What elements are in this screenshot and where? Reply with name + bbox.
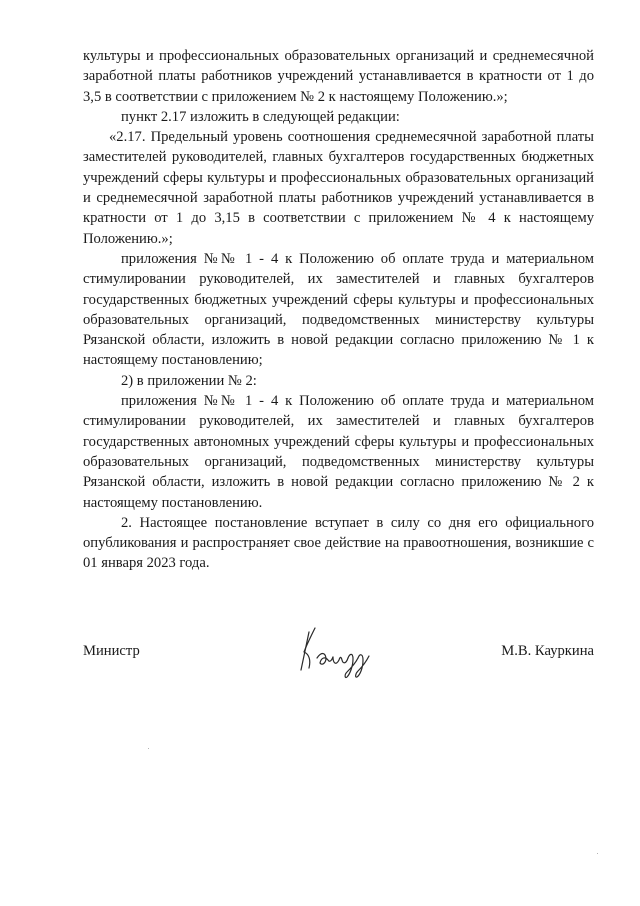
scan-speck — [148, 748, 149, 749]
signatory-name: М.В. Кауркина — [501, 643, 594, 659]
paragraph-item-2-17-intro: пункт 2.17 изложить в следующей редакции: — [121, 108, 400, 125]
signature-block — [83, 622, 594, 682]
signatory-position: Министр — [83, 643, 140, 659]
document-body — [83, 46, 594, 574]
handwritten-signature — [295, 622, 385, 680]
paragraph-appendix-2-heading: 2) в приложении № 2: — [121, 372, 257, 389]
paragraph-appendices-1: приложения №№ 1 - 4 к Положению об оплате труда и материальном стимулировании руководителей, их заместителей и главных бухгалтеров государственных бюджетных учреждений сферы культуры и профессиональных образовательных организаций, подведомственных министерству культуры Рязанской области, изложить в новой редакции согласно приложению № 1 к настоящему постановлению; — [83, 250, 594, 369]
paragraph-item-2-17: «2.17. Предельный уровень соотношения среднемесячной заработной платы заместителей руководителей, главных бухгалтеров государственных бюджетных учреждений сферы культуры и профессиональных образовательных организаций и среднемесячной заработной платы работников учреждений устанавливается в кратности от 1 до 3,15 в соответствии с приложением № 4 к настоящему Положению.»; — [83, 129, 594, 247]
paragraph-continuation: культуры и профессиональных образовательных организаций и среднемесячной заработной платы работников учреждений устанавливается в кратности от 1 до 3,5 в соответствии с приложением № 2 к настоящему Положению.»; — [83, 48, 594, 105]
scan-speck — [597, 853, 598, 854]
paragraph-effective-date: 2. Настоящее постановление вступает в силу со дня его официального опубликования и распространяет свое действие на правоотношения, возникшие с 01 января 2023 года. — [83, 514, 594, 572]
paragraph-appendices-2: приложения №№ 1 - 4 к Положению об оплате труда и материальном стимулировании руководителей, их заместителей и главных бухгалтеров государственных автономных учреждений сферы культуры и профессиональных образовательных организаций, подведомственных министерству культуры Рязанской области, изложить в новой редакции согласно приложению № 2 к настоящему постановлению. — [83, 393, 594, 511]
